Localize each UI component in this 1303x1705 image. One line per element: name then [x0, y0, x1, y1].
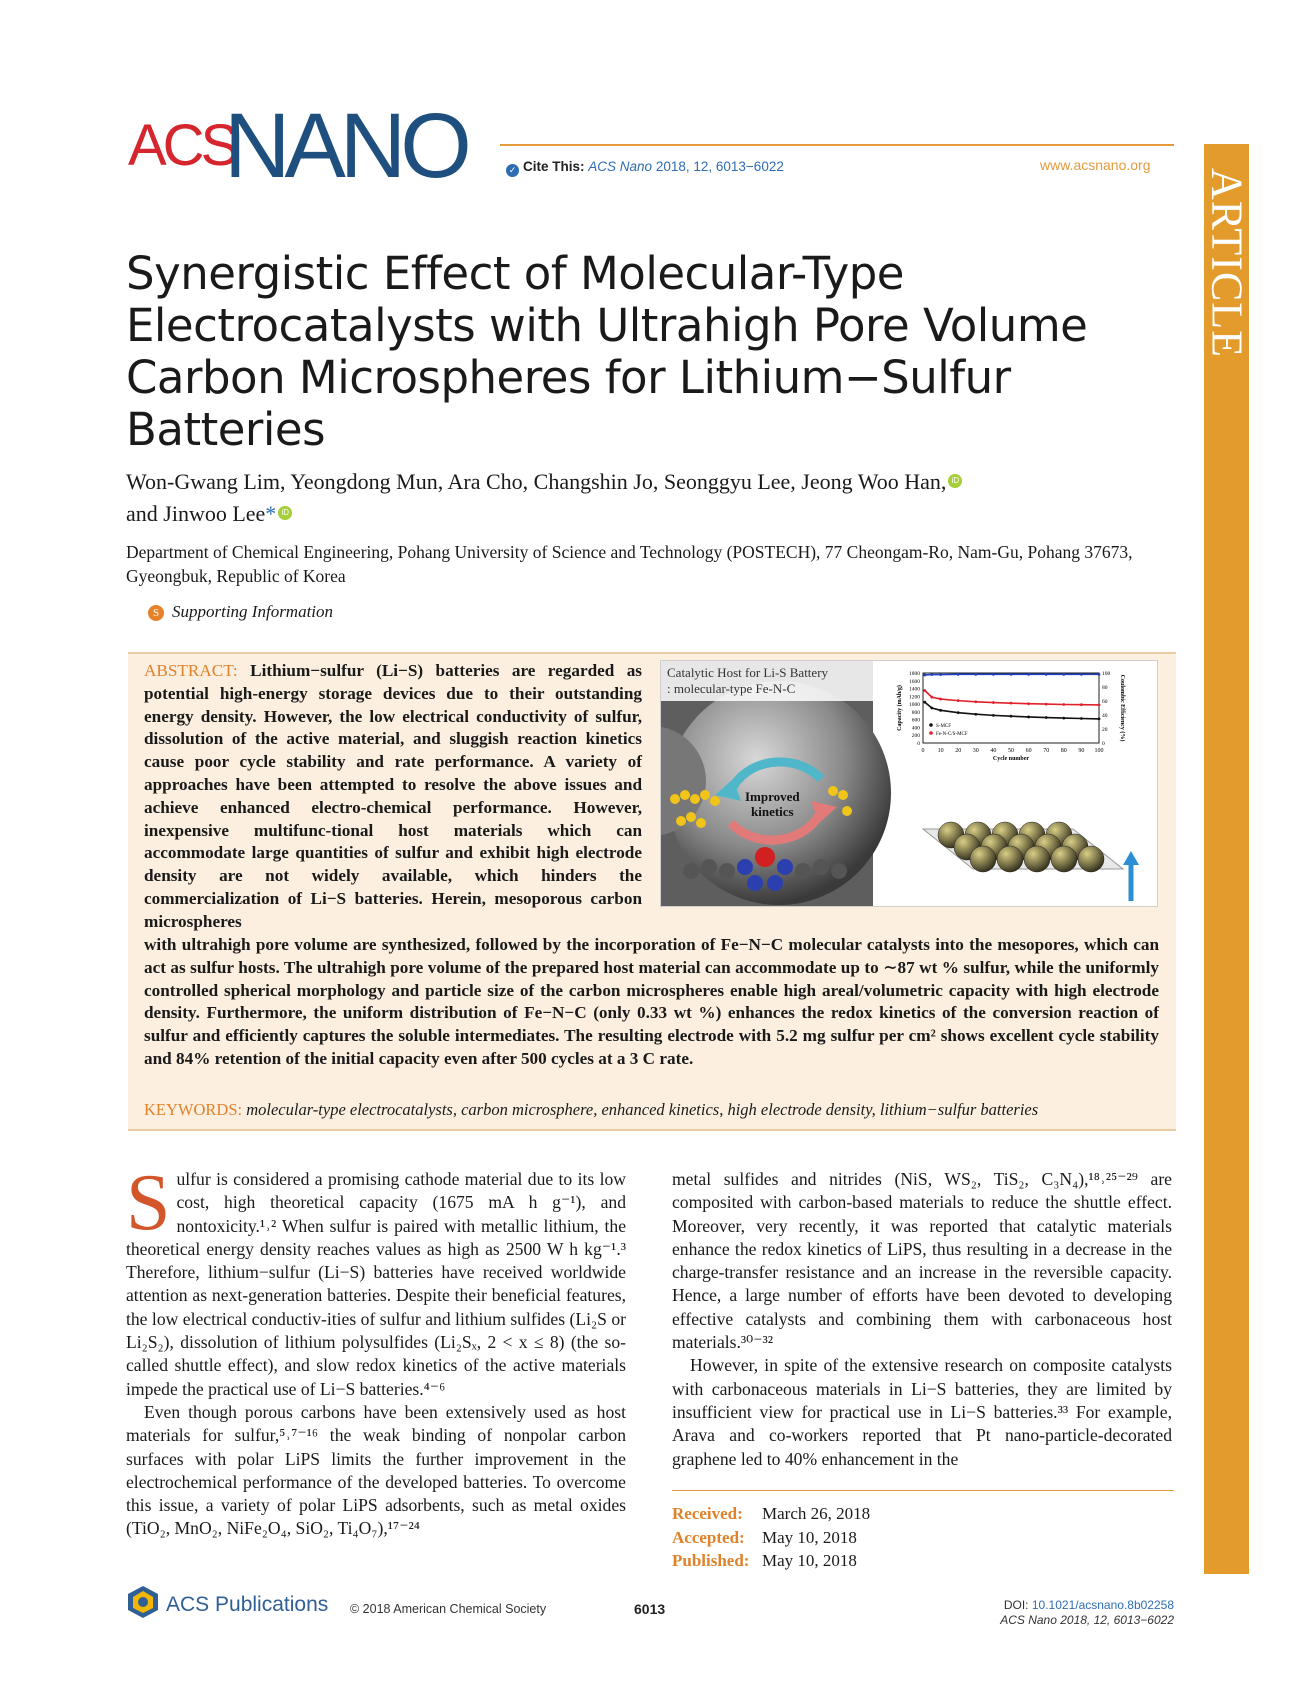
data-point [1080, 673, 1083, 676]
data-point [923, 689, 926, 692]
data-point [923, 701, 926, 704]
journal-citation: ACS Nano 2018, 12, 6013−6022 [1000, 1613, 1174, 1627]
toc-graphic-svg [661, 661, 1157, 906]
paragraph-text: ulfur is considered a promising cathode material due to its low cost, high theoretical capacity (1675 mA h g⁻¹), and nontoxicity.¹˒² When sulfur is paired with metallic lithium, the theoretical energy density reaches values as high as 2500 W h kg⁻¹.³ Therefore, lithium−sulfur (Li−S) batteries have received worldwide attention as next-generation batteries. Despite their beneficial features, the low electrical conductiv-ities of sulfur and lithium sulfides (Li₂S or Li₂S₂), dissolution of lithium polysulfides (Li₂Sₓ, 2 < x ≤ 8) (the so-called shuttle effect), and slow redox kinetics of the active materials impede the practical use of Li−S batteries.⁴⁻⁶ [126, 1169, 626, 1399]
corresponding-asterisk[interactable]: * [265, 501, 277, 526]
microsphere [1078, 846, 1104, 872]
data-point [974, 713, 977, 716]
y2-tick-label: 0 [1102, 741, 1105, 747]
acs-hexagon-icon [126, 1585, 160, 1619]
data-point [939, 673, 942, 676]
data-point [1045, 716, 1048, 719]
data-point [992, 701, 995, 704]
x-tick-label: 0 [921, 748, 925, 754]
supporting-info-link[interactable] [148, 602, 333, 622]
density-arrowhead [1123, 851, 1139, 865]
microsphere [970, 846, 996, 872]
y2-tick-label: 80 [1102, 685, 1108, 691]
microsphere [1051, 846, 1077, 872]
data-point [1080, 703, 1083, 706]
publisher-name: ACS Publications [166, 1593, 329, 1616]
y-axis-label: Capacity (mAh/g) [897, 685, 903, 731]
abstract-body-part-1: Lithium−sulfur (Li−S) batteries are regarded as potential high-energy storage devices due to their outstanding energy density. However, the low electrical conductivity of sulfur, dissolution of the active material, and sluggish reaction kinetics cause poor cycle stability and rate performance. A variety of approaches have been attempted to resolve the above issues and achieve enhanced electro-chemical performance. However, inexpensive multifunc-tional host materials which can accommodate large quantities of sulfur and exhibit high electrode density are not widely available, which hinders the commercialization of Li−S batteries. Herein, mesoporous carbon microspheres [144, 661, 642, 931]
data-point [1062, 717, 1065, 720]
affiliation: Department of Chemical Engineering, Pohang University of Science and Technology (POSTECH), 77 Cheongam-Ro, Nam-Gu, Pohang 37673, Gyeongbuk, Republic of Korea [126, 542, 1133, 586]
check-icon: ✓ [506, 164, 519, 177]
toc-title-line-2: : molecular-type Fe-N-C [667, 681, 796, 696]
cite-label: Cite This: [523, 159, 585, 174]
cite-journal[interactable]: ACS Nano [588, 159, 653, 174]
authors-line-1: Won-Gwang Lim, Yeongdong Mun, Ara Cho, Changshin Jo, Seonggyu Lee, Jeong Woo Han, [126, 469, 947, 494]
data-point [1098, 717, 1101, 720]
data-point [1027, 702, 1030, 705]
y-tick-label: 1800 [909, 671, 920, 677]
cite-reference[interactable]: 2018, 12, 6013−6022 [655, 159, 784, 174]
y2-axis-label: Coulombic Efficiency (%) [1119, 674, 1125, 742]
legend-marker [929, 731, 933, 735]
y2-tick-label: 100 [1102, 671, 1111, 677]
cite-this[interactable] [506, 159, 784, 177]
data-point [957, 673, 960, 676]
paragraph: However, in spite of the extensive research on composite catalysts with carbonaceous materials in Li−S batteries, they are limited by insufficient view for practical use in Li−S batteries.³³ For example, Arava and co-workers reported that Pt nano-particle-decorated graphene led to 40% enhancement in the [672, 1355, 1172, 1469]
header-divider [500, 144, 1174, 146]
journal-logo [128, 95, 498, 197]
keywords-list: molecular-type electrocatalysts, carbon microsphere, enhanced kinetics, high electrode density, lithium−sulfur batteries [246, 1100, 1039, 1119]
logo-acs: ACS [128, 113, 236, 178]
y-tick-label: 1200 [909, 694, 920, 701]
abstract-text [144, 660, 642, 934]
data-point [1062, 703, 1065, 706]
data-point [957, 711, 960, 714]
abstract-text-continued: with ultrahigh pore volume are synthesized, followed by the incorporation of Fe−N−C molecular catalysts into the mesopores, which can act as sulfur hosts. The ultrahigh pore volume of the prepared host material can accommodate up to ∼87 wt % sulfur, while the uniformly controlled spherical morphology and particle size of the carbon microspheres enable high areal/volumetric capacity with high electrode density. Furthermore, the uniform distribution of Fe−N−C (only 0.33 wt %) enhances the redox kinetics of the conversion reaction of sulfur and efficiently captures the soluble intermediates. The resulting electrode with 5.2 mg sulfur per cm² shows excellent cycle stability and 84% retention of the initial capacity even after 500 cycles at a 3 C rate. [144, 935, 1159, 1068]
y-tick-label: 0 [917, 741, 920, 747]
x-tick-label: 40 [990, 748, 997, 754]
received-date: March 26, 2018 [762, 1504, 871, 1523]
received-label: Received: [672, 1504, 743, 1523]
published-label: Published: [672, 1551, 750, 1570]
x-axis-label: Cycle number [992, 756, 1030, 762]
data-point [939, 698, 942, 701]
data-point [1045, 703, 1048, 706]
accepted-label: Accepted: [672, 1527, 745, 1547]
x-tick-label: 50 [1008, 748, 1014, 754]
data-point [974, 700, 977, 703]
microsphere [1024, 846, 1050, 872]
y2-tick-label: 20 [1102, 727, 1108, 733]
data-point [1010, 673, 1013, 676]
data-point [1062, 673, 1065, 676]
data-point [1010, 715, 1013, 718]
published-date: May 10, 2018 [762, 1551, 857, 1570]
y2-tick-label: 60 [1102, 699, 1108, 705]
orcid-icon[interactable]: iD [948, 474, 962, 488]
improved-kinetics-line-2: kinetics [751, 804, 794, 819]
dates-divider [672, 1490, 1174, 1491]
orcid-icon[interactable]: iD [278, 506, 292, 520]
data-point [1027, 673, 1030, 676]
dropcap: S [126, 1159, 171, 1247]
toc-graphic [660, 660, 1158, 907]
x-tick-label: 10 [937, 748, 944, 754]
body-column-right [672, 1168, 1172, 1471]
toc-title-line-1: Catalytic Host for Li-S Battery [667, 665, 829, 680]
body-column-left [126, 1159, 626, 1541]
y-tick-label: 200 [911, 733, 920, 740]
x-tick-label: 100 [1094, 748, 1104, 754]
abstract-label: ABSTRACT: [144, 661, 238, 680]
data-point [1045, 673, 1048, 676]
x-tick-label: 60 [1025, 748, 1032, 754]
keywords [144, 1100, 1164, 1120]
y-tick-label: 1400 [909, 686, 920, 693]
improved-kinetics-line-1: Improved [745, 789, 800, 804]
data-point [974, 673, 977, 676]
data-point [1098, 703, 1101, 706]
data-point [930, 707, 933, 710]
copyright: © 2018 American Chemical Society [350, 1602, 547, 1616]
accepted-date: May 10, 2018 [762, 1527, 857, 1547]
paragraph: Even though porous carbons have been extensively used as host materials for sulfur,⁵˒⁷⁻¹⁶ the weak binding of nonpolar carbon surfaces with polar LiPS limits the further improvement in the electrochemical performance of the developed batteries. To overcome this issue, a variety of polar LiPS adsorbents, such as metal oxides (TiO₂, MnO₂, NiFe₂O₄, SiO₂, Ti₄O₇),¹⁷⁻²⁴ [126, 1401, 626, 1539]
data-point [1098, 673, 1101, 676]
electrode-schematic [923, 822, 1139, 901]
author-list [126, 466, 1156, 530]
legend-marker [929, 723, 933, 727]
acs-publications-logo[interactable] [126, 1585, 328, 1624]
article-type-label [1204, 148, 1249, 378]
data-point [923, 674, 926, 677]
page-number: 6013 [634, 1601, 666, 1617]
logo-nano: NANO [224, 95, 466, 197]
x-tick-label: 90 [1078, 748, 1085, 754]
y2-tick-label: 40 [1102, 713, 1108, 719]
keywords-label: KEYWORDS: [144, 1100, 243, 1119]
doi-link[interactable]: 10.1021/acsnano.8b02258 [1031, 1598, 1174, 1612]
data-point [930, 673, 933, 676]
x-tick-label: 20 [955, 748, 962, 754]
y-tick-label: 400 [911, 725, 920, 732]
y-tick-label: 1600 [909, 678, 920, 685]
paragraph: metal sulfides and nitrides (NiS, WS₂, TiS₂, C₃N₄),¹⁸˒²⁵⁻²⁹ are composited with carbon-based materials to reduce the shuttle effect. Moreover, very recently, it was reported that catalytic materials enhance the redox kinetics of LiPS, thus resulting in a decrease in the charge-transfer resistance and an increase in the reversible capacity. Hence, a large number of efforts have been devoted to developing effective catalysts and combining them with carbonaceous host materials.³⁰⁻³² [672, 1169, 1172, 1353]
paragraph [126, 1159, 626, 1401]
sidebar-label-text: ARTICLE [1202, 167, 1251, 359]
article-title: Synergistic Effect of Molecular-Type Electrocatalysts with Ultrahigh Pore Volume Carbon Microspheres for Lithium−Sulfur Batteries [126, 247, 1088, 456]
y-tick-label: 800 [911, 709, 920, 716]
data-point [992, 714, 995, 717]
y-tick-label: 600 [911, 717, 920, 724]
data-point [930, 696, 933, 699]
doi-block [900, 1598, 1174, 1628]
data-point [1080, 717, 1083, 720]
data-point [1027, 716, 1030, 719]
microsphere-array [938, 822, 1104, 872]
x-tick-label: 70 [1043, 748, 1050, 754]
supporting-info-label[interactable]: Supporting Information [172, 602, 334, 621]
capacity-chart [896, 671, 1126, 762]
legend-label: Fe-N-C/S-MCF [936, 732, 968, 737]
microsphere [997, 846, 1023, 872]
data-point [992, 673, 995, 676]
y-tick-label: 1000 [909, 702, 920, 709]
publication-dates [672, 1502, 870, 1573]
doi-label: DOI: [1003, 1598, 1029, 1612]
x-tick-label: 30 [972, 748, 979, 754]
data-point [957, 699, 960, 702]
authors-line-2: and Jinwoo Lee [126, 501, 266, 526]
data-point [1010, 702, 1013, 705]
x-tick-label: 80 [1060, 748, 1067, 754]
journal-website-link[interactable]: www.acsnano.org [1040, 157, 1151, 173]
legend-label: S-MCF [936, 724, 952, 729]
supporting-info-icon: S [148, 605, 164, 621]
data-point [939, 709, 942, 712]
